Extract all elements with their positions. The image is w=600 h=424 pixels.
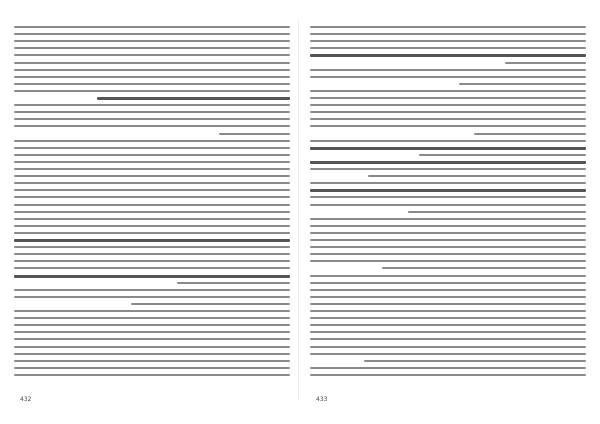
- text-line: [459, 83, 586, 85]
- text-line: [310, 296, 586, 298]
- text-line: [310, 97, 586, 99]
- text-line: [310, 331, 586, 333]
- text-line: [14, 317, 290, 319]
- text-line: [368, 175, 586, 177]
- page-number-left: 432: [20, 396, 32, 403]
- text-line: [310, 253, 586, 255]
- text-line: [310, 26, 586, 28]
- text-line: [14, 211, 290, 213]
- page-number-right: 433: [316, 396, 328, 403]
- text-line: [310, 310, 586, 312]
- text-line: [310, 374, 586, 376]
- text-line: [14, 111, 290, 113]
- text-line: [14, 310, 290, 312]
- text-line: [131, 303, 290, 305]
- text-line: [14, 125, 290, 127]
- text-line: [14, 175, 290, 177]
- text-line: [14, 83, 290, 85]
- text-line: [310, 168, 586, 170]
- text-line: [14, 161, 290, 163]
- text-line: [14, 182, 290, 184]
- text-line: [310, 76, 586, 78]
- text-line: [310, 54, 586, 57]
- text-line: [14, 47, 290, 49]
- text-line: [14, 140, 290, 142]
- text-line: [310, 282, 586, 284]
- text-line: [310, 275, 586, 277]
- text-line: [310, 239, 586, 241]
- text-line: [14, 260, 290, 262]
- text-line: [310, 189, 586, 192]
- text-line: [14, 346, 290, 348]
- text-line: [310, 111, 586, 113]
- text-line: [310, 303, 586, 305]
- text-line: [310, 338, 586, 340]
- text-line: [14, 374, 290, 376]
- text-line: [14, 90, 290, 92]
- text-line: [310, 367, 586, 369]
- text-line: [14, 104, 290, 106]
- text-line: [310, 225, 586, 227]
- text-line: [14, 168, 290, 170]
- text-line: [14, 26, 290, 28]
- text-line: [310, 161, 586, 164]
- text-line: [14, 204, 290, 206]
- text-line: [310, 40, 586, 42]
- text-line: [14, 232, 290, 234]
- page-left: [14, 26, 290, 386]
- text-line: [14, 353, 290, 355]
- text-line: [505, 62, 586, 64]
- text-line: [14, 367, 290, 369]
- text-line: [14, 267, 290, 269]
- text-line: [14, 324, 290, 326]
- text-line: [14, 360, 290, 362]
- text-line: [14, 54, 290, 56]
- page-right: [310, 26, 586, 386]
- text-line: [419, 154, 586, 156]
- text-line: [310, 90, 586, 92]
- text-line: [219, 133, 290, 135]
- text-line: [14, 118, 290, 120]
- text-line: [310, 246, 586, 248]
- text-line: [310, 317, 586, 319]
- text-line: [310, 69, 586, 71]
- text-line: [14, 69, 290, 71]
- text-line: [310, 147, 586, 150]
- text-line: [310, 196, 586, 198]
- text-line: [14, 239, 290, 242]
- text-line: [14, 289, 290, 291]
- text-line: [14, 196, 290, 198]
- text-line: [14, 147, 290, 149]
- text-line: [14, 189, 290, 191]
- text-line: [310, 324, 586, 326]
- text-line: [310, 218, 586, 220]
- text-line: [310, 125, 586, 127]
- text-line: [97, 97, 290, 100]
- gutter-divider: [298, 20, 299, 400]
- text-line: [14, 275, 290, 278]
- text-line: [14, 338, 290, 340]
- text-line: [14, 154, 290, 156]
- text-line: [14, 62, 290, 64]
- text-line: [14, 225, 290, 227]
- text-line: [310, 104, 586, 106]
- text-line: [14, 246, 290, 248]
- text-line: [310, 289, 586, 291]
- text-line: [310, 204, 586, 206]
- text-line: [14, 218, 290, 220]
- text-line: [474, 133, 586, 135]
- text-line: [14, 76, 290, 78]
- text-line: [310, 33, 586, 35]
- text-line: [364, 360, 586, 362]
- text-line: [408, 211, 586, 213]
- text-line: [310, 353, 586, 355]
- text-line: [14, 40, 290, 42]
- text-line: [310, 260, 586, 262]
- text-line: [382, 267, 586, 269]
- text-line: [310, 182, 586, 184]
- text-line: [14, 331, 290, 333]
- text-line: [14, 33, 290, 35]
- text-line: [310, 232, 586, 234]
- text-line: [310, 118, 586, 120]
- text-line: [14, 296, 290, 298]
- text-line: [14, 253, 290, 255]
- text-line: [310, 346, 586, 348]
- text-line: [177, 282, 290, 284]
- text-line: [310, 140, 586, 142]
- text-line: [310, 47, 586, 49]
